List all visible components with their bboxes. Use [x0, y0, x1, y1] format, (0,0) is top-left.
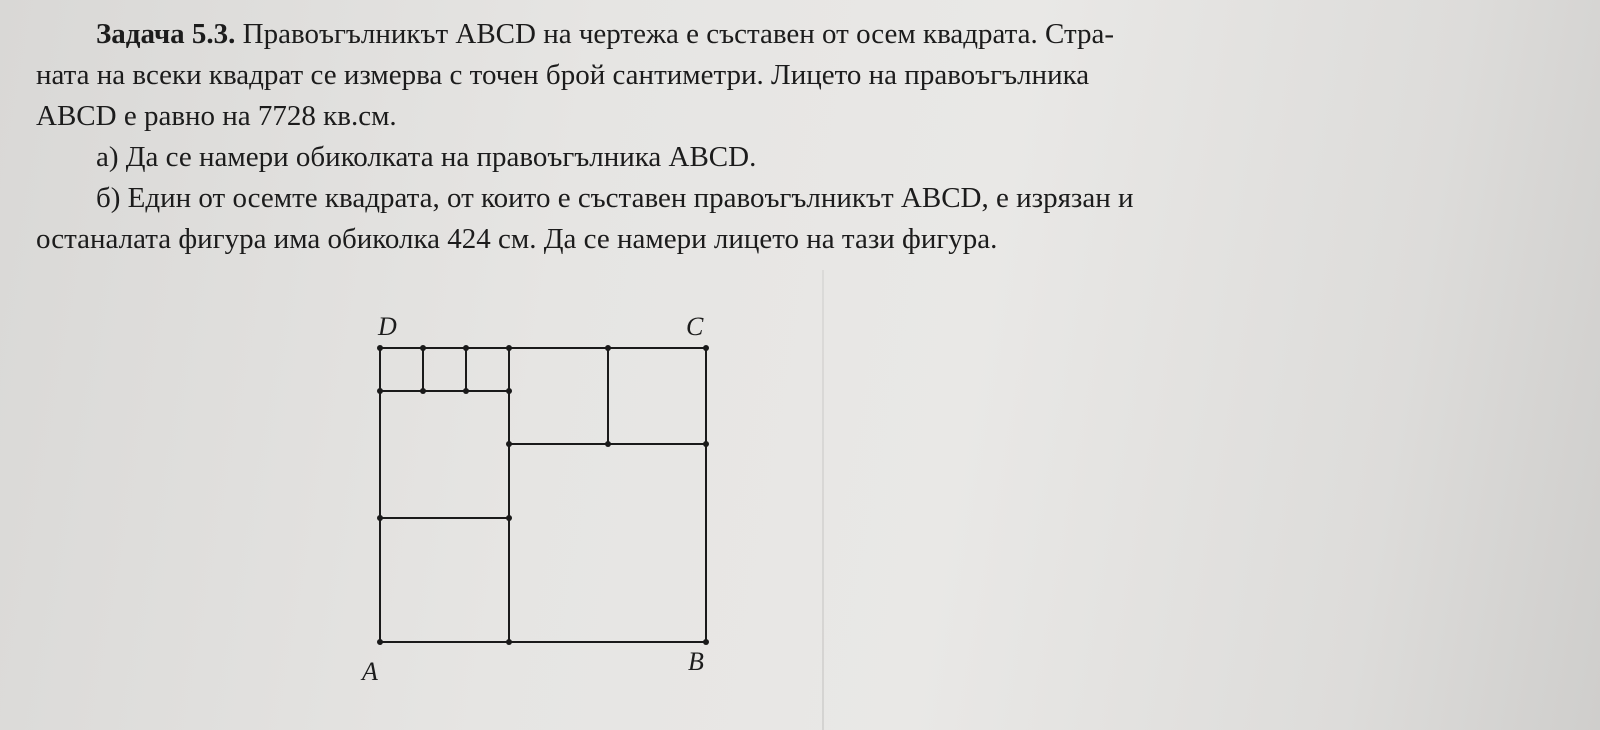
vertex-label-b: B — [688, 647, 704, 676]
vertex-label-d: D — [378, 312, 397, 341]
vertex-point-b — [703, 639, 709, 645]
grid-point — [506, 515, 512, 521]
grid-point — [506, 388, 512, 394]
grid-point — [506, 441, 512, 447]
problem-intro-line-2: ната на всеки квадрат се измерва с точен брой сантиметри. Лицето на правоъгълника — [36, 59, 1090, 91]
problem-part-b-line-1: б) Един от осемте квадрата, от които е съставен правоъгълникът ABCD, е изрязан и — [96, 182, 1134, 214]
vertex-label-a: A — [362, 657, 378, 686]
problem-line-2 — [36, 55, 1536, 96]
grid-point — [605, 441, 611, 447]
problem-line-5 — [36, 178, 1536, 219]
grid-point — [605, 345, 611, 351]
problem-line-4 — [36, 137, 1536, 178]
problem-intro-line-1: Правоъгълникът ABCD на чертежа е съставен от осем квадрата. Стра- — [242, 18, 1115, 50]
grid-point — [506, 639, 512, 645]
vertex-point-c — [703, 345, 709, 351]
grid-point — [463, 388, 469, 394]
vertex-point-a — [377, 639, 383, 645]
problem-intro-line-3: ABCD е равно на 7728 кв.см. — [36, 100, 397, 132]
problem-line-1 — [36, 14, 1536, 55]
problem-line-6 — [36, 219, 1536, 260]
problem-part-b-line-2: останалата фигура има обиколка 424 см. Да се намери лицето на тази фигура. — [36, 223, 998, 255]
problem-heading: Задача 5.3. — [96, 18, 236, 50]
grid-point — [463, 345, 469, 351]
grid-point — [703, 441, 709, 447]
problem-text — [36, 14, 1536, 260]
grid-point — [377, 388, 383, 394]
grid-point — [420, 388, 426, 394]
grid-point — [377, 515, 383, 521]
grid-point — [506, 345, 512, 351]
figure-lines — [380, 348, 706, 642]
problem-line-3 — [36, 96, 1536, 137]
page-fold-shadow — [822, 270, 824, 730]
rectangle-abcd-outline — [380, 348, 706, 642]
vertex-label-c: C — [686, 312, 704, 341]
vertex-point-d — [377, 345, 383, 351]
rectangle-figure — [345, 305, 745, 705]
problem-part-a: а) Да се намери обиколката на правоъгълника ABCD. — [96, 141, 757, 173]
grid-point — [420, 345, 426, 351]
